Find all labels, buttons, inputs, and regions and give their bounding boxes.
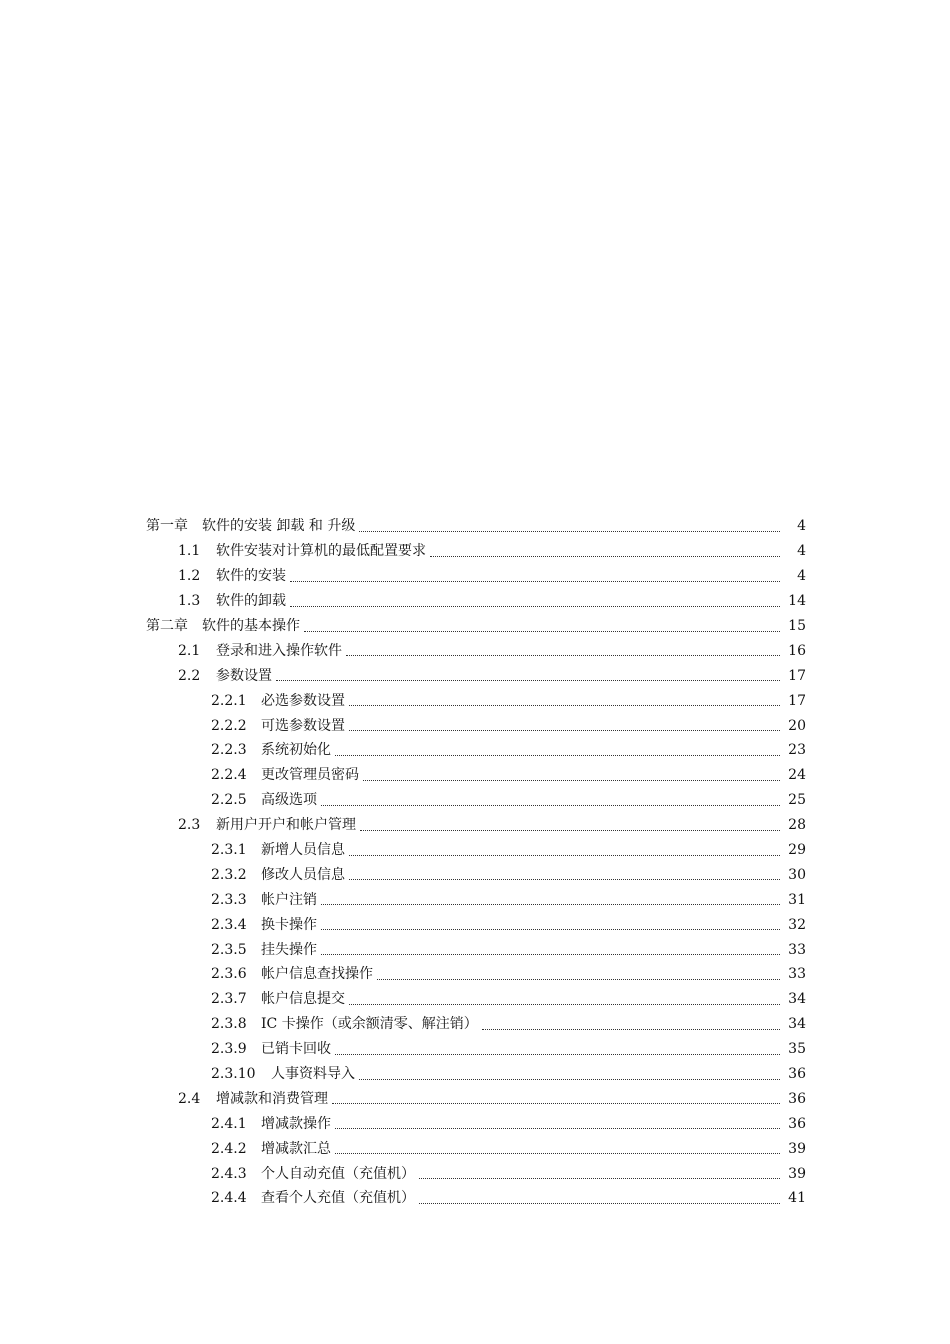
toc-entry-number: 2.2.1: [211, 692, 247, 709]
toc-leader-dots: [321, 929, 780, 930]
toc-entry-2-3-10[interactable]: [146, 1062, 806, 1087]
toc-entry-title: 增减款汇总: [261, 1140, 331, 1157]
toc-entry-2-4-4[interactable]: [146, 1186, 806, 1211]
toc-entry-number: 2.3.5: [211, 941, 247, 958]
toc-entry-page: 23: [788, 742, 806, 759]
toc-leader-dots: [346, 655, 780, 656]
toc-entry-page: 14: [788, 593, 806, 610]
toc-entry-title: 可选参数设置: [261, 717, 345, 734]
toc-entry-page: 31: [788, 891, 806, 908]
toc-leader-dots: [335, 1054, 780, 1055]
toc-leader-dots: [335, 1153, 780, 1154]
toc-entry-1-1[interactable]: [146, 539, 806, 564]
toc-leader-dots: [321, 904, 780, 905]
toc-entry-number: 2.3: [178, 817, 201, 834]
toc-entry-title: 人事资料导入: [271, 1066, 355, 1083]
toc-leader-dots: [363, 780, 780, 781]
toc-entry-2-4-2[interactable]: [146, 1136, 806, 1161]
toc-entry-title: 软件的安装: [216, 568, 286, 585]
toc-leader-dots: [430, 556, 780, 557]
toc-entry-title: 挂失操作: [261, 941, 317, 958]
toc-entry-2-2-5[interactable]: [146, 788, 806, 813]
toc-entry-number: 2.3.4: [211, 916, 247, 933]
toc-entry-2-4[interactable]: [146, 1086, 806, 1111]
toc-entry-2-2-3[interactable]: [146, 738, 806, 763]
toc-entry-number: 2.4.1: [211, 1115, 247, 1132]
toc-entry-page: 24: [788, 767, 806, 784]
toc-leader-dots: [419, 1178, 780, 1179]
toc-entry-title: 增减款操作: [261, 1115, 331, 1132]
toc-entry-number: 2.3.9: [211, 1041, 247, 1058]
toc-entry-page: 35: [788, 1041, 806, 1058]
toc-entry-page: 39: [788, 1140, 806, 1157]
toc-entry-number: 1.3: [178, 593, 201, 610]
toc-entry-title: 更改管理员密码: [261, 767, 359, 784]
toc-entry-number: 2.4: [178, 1090, 201, 1107]
toc-entry-number: 2.3.7: [211, 991, 247, 1008]
toc-entry-page: 4: [797, 543, 806, 560]
toc-entry-page: 4: [797, 568, 806, 585]
toc-entry-2-2-1[interactable]: [146, 688, 806, 713]
toc-entry-2-2-4[interactable]: [146, 763, 806, 788]
toc-entry-number: 2.3.8: [211, 1016, 247, 1033]
toc-leader-dots: [276, 680, 780, 681]
toc-leader-dots: [290, 581, 780, 582]
toc-entry-number: 2.2: [178, 667, 201, 684]
toc-leader-dots: [349, 705, 780, 706]
toc-entry-page: 28: [788, 817, 806, 834]
toc-entry-page: 29: [788, 842, 806, 859]
toc-entry-title: 软件的安装 卸载 和 升级: [202, 518, 356, 535]
toc-entry-2-3-6[interactable]: [146, 962, 806, 987]
toc-entry-number: 2.2.5: [211, 792, 247, 809]
toc-entry-2-2[interactable]: [146, 663, 806, 688]
toc-leader-dots: [304, 631, 780, 632]
toc-entry-title: 修改人员信息: [261, 866, 345, 883]
toc-entry-number: 2.3.1: [211, 842, 247, 859]
toc-entry-page: 16: [788, 642, 806, 659]
toc-leader-dots: [335, 1128, 780, 1129]
toc-entry-title: 增减款和消费管理: [216, 1090, 328, 1107]
toc-entry-number: 2.3.3: [211, 891, 247, 908]
toc-entry-title: 新用户开户和帐户管理: [216, 817, 356, 834]
toc-entry-title: 新增人员信息: [261, 842, 345, 859]
toc-leader-dots: [419, 1203, 780, 1204]
toc-entry-page: 34: [788, 991, 806, 1008]
toc-leader-dots: [321, 954, 780, 955]
toc-entry-page: 33: [788, 941, 806, 958]
toc-entry-title: 帐户信息提交: [261, 991, 345, 1008]
toc-leader-dots: [290, 606, 780, 607]
toc-entry-page: 34: [788, 1016, 806, 1033]
toc-entry-title: 查看个人充值（充值机）: [261, 1190, 415, 1207]
toc-entry-page: 30: [788, 866, 806, 883]
toc-entry-2-2-2[interactable]: [146, 713, 806, 738]
toc-leader-dots: [349, 730, 780, 731]
toc-leader-dots: [321, 805, 780, 806]
toc-entry-page: 39: [788, 1165, 806, 1182]
toc-entry-title: 帐户注销: [261, 891, 317, 908]
toc-entry-title: 换卡操作: [261, 916, 317, 933]
toc-leader-dots: [359, 1079, 780, 1080]
toc-leader-dots: [349, 855, 780, 856]
toc-entry-2-3[interactable]: [146, 813, 806, 838]
toc-entry-page: 20: [788, 717, 806, 734]
toc-entry-title: IC 卡操作（或余额清零、解注销）: [261, 1016, 478, 1033]
toc-leader-dots: [349, 1004, 780, 1005]
toc-entry-title: 高级选项: [261, 792, 317, 809]
toc-entry-2-4-3[interactable]: [146, 1161, 806, 1186]
toc-entry-page: 36: [788, 1115, 806, 1132]
toc-entry-number: 2.3.6: [211, 966, 247, 983]
toc-entry-page: 41: [788, 1190, 806, 1207]
toc-entry-title: 软件安装对计算机的最低配置要求: [216, 543, 426, 560]
toc-entry-number: 2.2.3: [211, 742, 247, 759]
toc-entry-page: 36: [788, 1066, 806, 1083]
toc-leader-dots: [335, 755, 780, 756]
toc-entry-2-4-1[interactable]: [146, 1111, 806, 1136]
toc-entry-2-3-7[interactable]: [146, 987, 806, 1012]
toc-entry-number: 1.1: [178, 543, 201, 560]
toc-leader-dots: [482, 1029, 780, 1030]
toc-entry-chapter-2[interactable]: [146, 614, 806, 639]
toc-entry-2-3-8[interactable]: [146, 1012, 806, 1037]
toc-entry-2-3-3[interactable]: [146, 887, 806, 912]
toc-entry-2-3-4[interactable]: [146, 912, 806, 937]
toc-entry-page: 25: [788, 792, 806, 809]
toc-leader-dots: [349, 879, 780, 880]
toc-entry-title: 软件的基本操作: [202, 618, 300, 634]
toc-entry-2-3-2[interactable]: [146, 862, 806, 887]
toc-entry-number: 2.4.2: [211, 1140, 247, 1157]
toc-entry-title: 个人自动充值（充值机）: [261, 1165, 415, 1182]
toc-entry-page: 36: [788, 1090, 806, 1107]
toc-entry-number: 2.3.2: [211, 866, 247, 883]
toc-entry-page: 32: [788, 916, 806, 933]
toc-entry-number: 第二章: [146, 618, 188, 634]
toc-entry-page: 17: [788, 667, 806, 684]
toc-entry-title: 参数设置: [216, 667, 272, 684]
toc-entry-title: 帐户信息查找操作: [261, 966, 373, 983]
toc-entry-1-3[interactable]: [146, 589, 806, 614]
toc-entry-chapter-1[interactable]: [146, 514, 806, 539]
toc-leader-dots: [360, 830, 780, 831]
toc-entry-2-1[interactable]: [146, 638, 806, 663]
toc-entry-page: 17: [788, 692, 806, 709]
toc-entry-2-3-1[interactable]: [146, 838, 806, 863]
toc-entry-title: 登录和进入操作软件: [216, 642, 342, 659]
toc-leader-dots: [377, 979, 780, 980]
toc-entry-page: 33: [788, 966, 806, 983]
toc-entry-title: 系统初始化: [261, 742, 331, 759]
toc-entry-number: 2.1: [178, 642, 201, 659]
toc-leader-dots: [359, 531, 780, 532]
toc-entry-title: 必选参数设置: [261, 692, 345, 709]
toc-entry-number: 2.4.4: [211, 1190, 247, 1207]
toc-entry-title: 软件的卸载: [216, 593, 286, 610]
toc-entry-2-3-9[interactable]: [146, 1037, 806, 1062]
toc-entry-page: 4: [797, 518, 806, 535]
toc-entry-number: 2.3.10: [211, 1066, 256, 1083]
table-of-contents: [146, 514, 806, 1211]
toc-leader-dots: [332, 1103, 780, 1104]
toc-entry-number: 2.4.3: [211, 1165, 247, 1182]
toc-entry-number: 1.2: [178, 568, 201, 585]
toc-entry-2-3-5[interactable]: [146, 937, 806, 962]
toc-entry-number: 第一章: [146, 518, 188, 535]
toc-entry-number: 2.2.4: [211, 767, 247, 784]
toc-entry-page: 15: [788, 618, 806, 634]
toc-entry-title: 已销卡回收: [261, 1041, 331, 1058]
toc-entry-1-2[interactable]: [146, 564, 806, 589]
toc-entry-number: 2.2.2: [211, 717, 247, 734]
